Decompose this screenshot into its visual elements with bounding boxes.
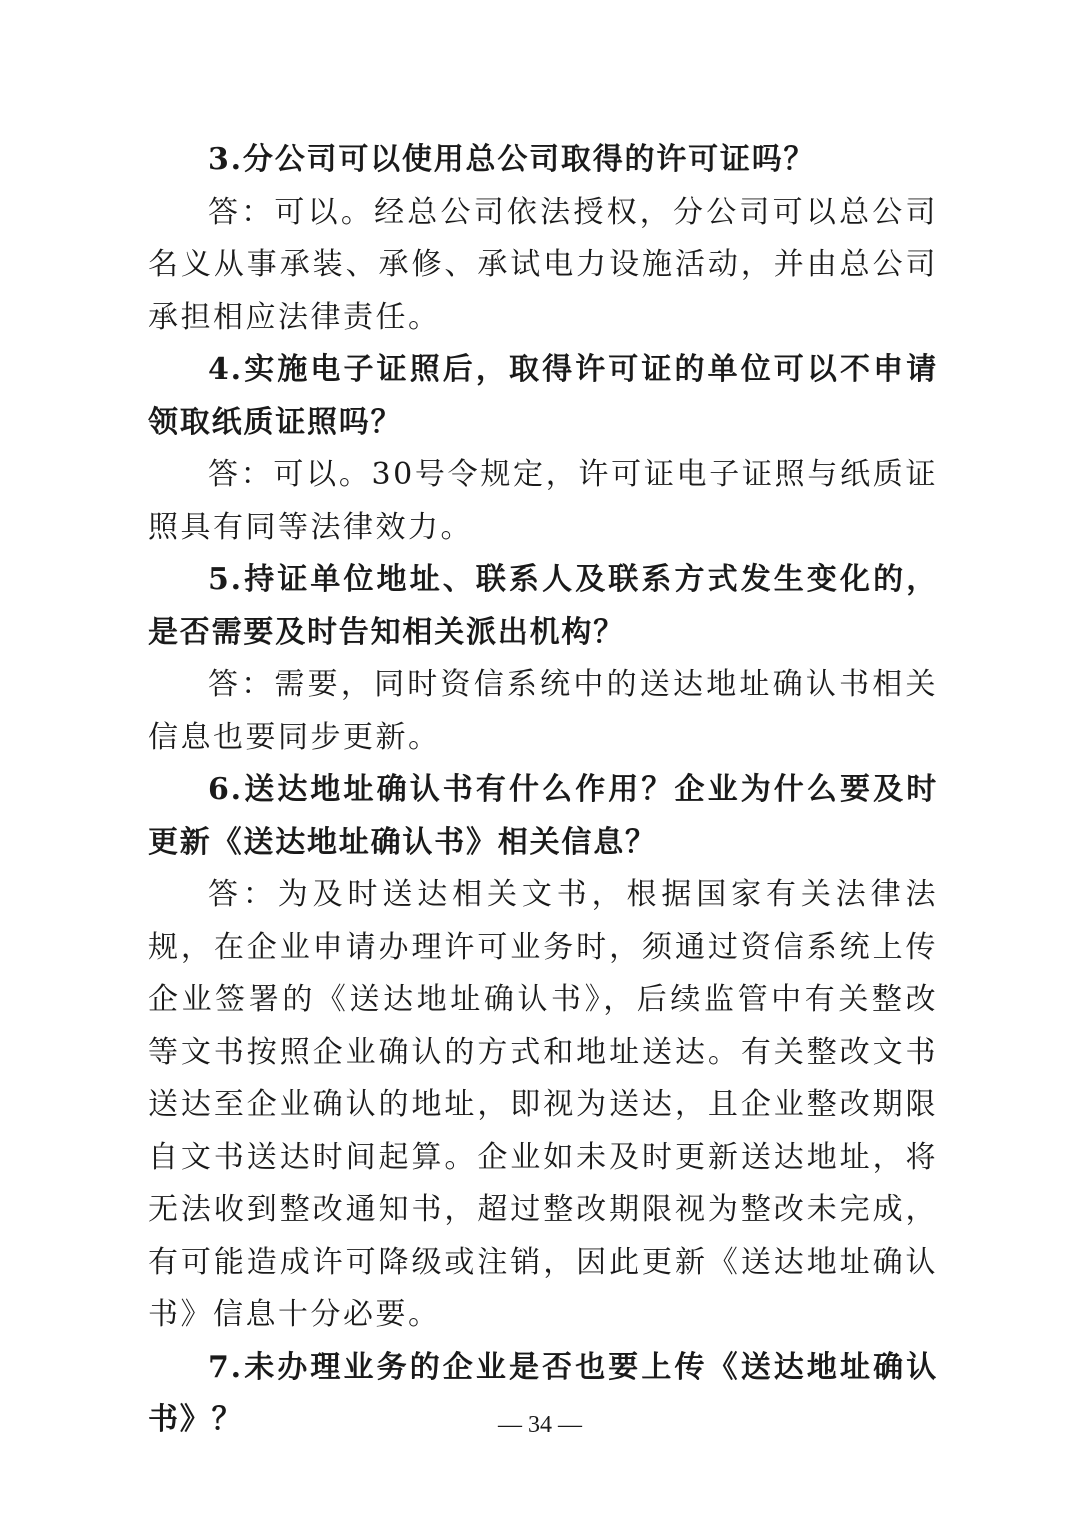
question-4: 4.实施电子证照后，取得许可证的单位可以不申请领取纸质证照吗？	[148, 352, 938, 440]
question-7: 7.未办理业务的企业是否也要上传《送达地址确认书》？	[148, 1349, 938, 1437]
answer-4: 答：可以。30号令规定，许可证电子证照与纸质证照具有同等法律效力。	[148, 457, 938, 545]
answer-6: 答：为及时送达相关文书，根据国家有关法律法规，在企业申请办理许可业务时，须通过资信系统上传企业签署的《送达地址确认书》，后续监管中有关整改等文书按照企业确认的方式和地址送达。有关整改文书送达至企业确认的地址，即视为送达，且企业整改期限自文书送达时间起算。企业如未及时更新送达地址，将无法收到整改通知书，超过整改期限视为整改未完成，有可能造成许可降级或注销，因此更新《送达地址确认书》信息十分必要。	[148, 877, 938, 1332]
page-number: — 34 —	[498, 1412, 582, 1438]
question-5: 5.持证单位地址、联系人及联系方式发生变化的，是否需要及时告知相关派出机构？	[148, 562, 938, 650]
answer-5: 答：需要，同时资信系统中的送达地址确认书相关信息也要同步更新。	[148, 667, 938, 755]
document-body	[148, 134, 938, 1447]
answer-3: 答：可以。经总公司依法授权，分公司可以总公司名义从事承装、承修、承试电力设施活动，并由总公司承担相应法律责任。	[148, 194, 938, 335]
question-6: 6.送达地址确认书有什么作用？企业为什么要及时更新《送达地址确认书》相关信息？	[148, 772, 938, 860]
question-3: 3.分公司可以使用总公司取得的许可证吗？	[208, 142, 816, 177]
